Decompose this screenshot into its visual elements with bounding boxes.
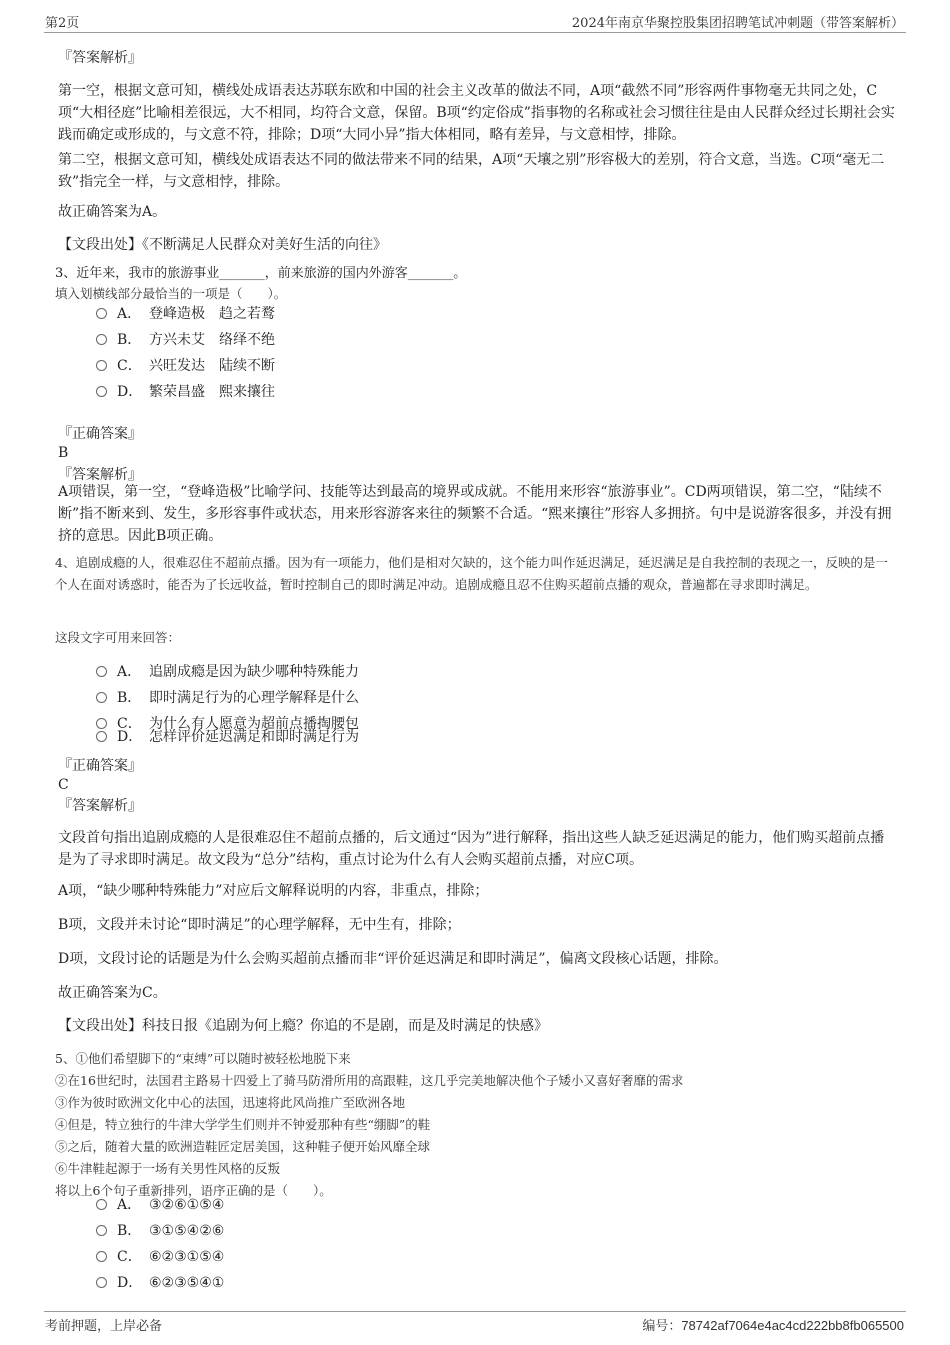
q5-line-3: ③作为彼时欧洲文化中心的法国，迅速将此风尚推广至欧洲各地 (55, 1095, 406, 1110)
q4-analysis-para-1: 文段首句指出追剧成瘾的人是很难忍住不超前点播的，后文通过“因为”进行解释，指出这些人缺乏延迟满足的能力，他们购买超前点播是为了寻求即时满足。故文段为“总分”结构，重点讨论为什么有人会购买超前点播，对应C项。 (58, 830, 885, 868)
option-word-1: 方兴未艾 (149, 332, 205, 348)
q5-line-4: ④但是，特立独行的牛津大学学生们则并不钟爱那种有些“绷脚”的鞋 (55, 1117, 431, 1132)
header-divider (44, 32, 906, 33)
q3-analysis-heading: 『答案解析』 (58, 467, 142, 483)
option-word-2: 络绎不绝 (219, 332, 275, 348)
q3-stem: 3、近年来，我市的旅游事业_______，前来旅游的国内外游客_______。 (55, 266, 467, 281)
footer-slogan: 考前押题，上岸必备 (45, 1319, 163, 1334)
option-word-2: 熙来攘往 (219, 384, 275, 400)
q4-conclusion: 故正确答案为C。 (58, 985, 167, 1001)
q4-answer-heading: 『正确答案』 (58, 758, 142, 774)
option-text: 即时满足行为的心理学解释是什么 (149, 690, 359, 706)
q4-analysis-para-3: B项，文段并未讨论“即时满足”的心理学解释，无中生有，排除； (58, 917, 461, 933)
q2-analysis-para-2: 第二空，根据文意可知，横线处成语表达不同的做法带来不同的结果，A项“天壤之别”形容极大的差别，符合文意，当选。C项“毫无二致”指完全一样，与文意相悖，排除。 (58, 152, 885, 190)
q2-analysis-heading: 『答案解析』 (58, 50, 142, 66)
page-number: 第2页 (45, 16, 80, 31)
q3-answer-heading: 『正确答案』 (58, 426, 142, 442)
option-label: C． (117, 1249, 142, 1265)
q4-option-d[interactable] (96, 726, 359, 748)
q4-analysis-heading: 『答案解析』 (58, 798, 142, 814)
q3-instruction: 填入划横线部分最恰当的一项是（ ）。 (55, 286, 287, 301)
radio-icon[interactable] (96, 1251, 107, 1262)
document-title: 2024年南京华聚控股集团招聘笔试冲刺题（带答案解析） (571, 16, 904, 31)
q4-source: 【文段出处】科技日报《追剧为何上瘾？你追的不是剧，而是及时满足的快感》 (58, 1018, 548, 1034)
q5-option-b[interactable] (96, 1220, 224, 1242)
q5-line-5: ⑤之后，随着大量的欧洲造鞋匠定居美国，这种鞋子便开始风靡全球 (55, 1139, 431, 1154)
option-text: ⑥②③①⑤④ (149, 1249, 225, 1265)
option-text: 为什么有人愿意为超前点播掏腰包 (149, 716, 359, 732)
q3-answer: B (58, 445, 69, 461)
q4-option-a[interactable] (96, 661, 359, 683)
q3-option-b[interactable] (96, 329, 275, 351)
footer-code-value: 78742af7064e4ac4cd222bb8fb065500 (681, 1318, 904, 1333)
radio-icon[interactable] (96, 334, 107, 345)
option-text: ⑥②③⑤④① (149, 1275, 225, 1291)
q2-analysis-para-1: 第一空，根据文意可知，横线处成语表达苏联东欧和中国的社会主义改革的做法不同，A项“截然不同”形容两件事物毫无共同之处，C项“大相径庭”比喻相差很远，大不相同，均符合文意，保留。B项“约定俗成”指事物的名称或社会习惯往往是由人民群众经过长期社会实践而确定或形成的，与文意不符，排除；D项“大同小异”指大体相同，略有差异，与文意相悖，排除。 (58, 83, 895, 143)
q5-instruction: 将以上6个句子重新排列，语序正确的是（ ）。 (55, 1183, 332, 1198)
option-label: C． (117, 358, 142, 374)
option-text: 怎样评价延迟满足和即时满足行为 (149, 729, 359, 745)
q4-stem: 4、追剧成瘾的人，很难忍住不超前点播。因为有一项能力，他们是相对欠缺的，这个能力叫作延迟满足，延迟满足是自我控制的表现之一，反映的是一个人在面对诱惑时，能否为了长远收益，暂时控制自己的即时满足冲动。追剧成瘾且忍不住购买超前点播的观众，普遍都在寻求即时满足。 (55, 555, 888, 592)
q4-analysis-para-2: A项，“缺少哪种特殊能力”对应后文解释说明的内容，非重点，排除； (58, 883, 489, 899)
q5-option-c[interactable] (96, 1246, 224, 1268)
q4-instruction: 这段文字可用来回答： (55, 630, 181, 645)
radio-icon[interactable] (96, 666, 107, 677)
option-text: 追剧成瘾是因为缺少哪种特殊能力 (149, 664, 359, 680)
radio-icon[interactable] (96, 731, 107, 742)
q4-answer: C (58, 777, 69, 793)
option-label: B． (117, 332, 142, 348)
option-word-1: 登峰造极 (149, 306, 205, 322)
option-word-1: 繁荣昌盛 (149, 384, 205, 400)
footer-code (642, 1315, 904, 1334)
q3-option-d[interactable] (96, 381, 275, 403)
q5-option-d[interactable] (96, 1272, 224, 1294)
option-word-2: 趋之若鹜 (219, 306, 275, 322)
q2-conclusion: 故正确答案为A。 (58, 204, 167, 220)
option-text: ③①⑤④②⑥ (149, 1223, 225, 1239)
option-label: C． (117, 716, 142, 732)
option-label: A． (117, 664, 142, 680)
option-label: D． (117, 1275, 143, 1291)
q2-source: 【文段出处】《不断满足人民群众对美好生活的向往》 (58, 237, 387, 253)
q5-line-1: 5、①他们希望脚下的“束缚”可以随时被轻松地脱下来 (55, 1051, 351, 1066)
q5-option-a[interactable] (96, 1194, 224, 1216)
radio-icon[interactable] (96, 1199, 107, 1210)
footer-divider (44, 1311, 906, 1312)
q3-analysis: A项错误，第一空，“登峰造极”比喻学问、技能等达到最高的境界或成就。不能用来形容“旅游事业”。CD两项错误，第二空，“陆续不断”指不断来到、发生，多形容事件或状态，用来形容游客来往的频繁不合适。“熙来攘往”形容人多拥挤。句中是说游客很多，并没有拥挤的意思。因此B项正确。 (58, 484, 892, 544)
q4-analysis-para-4: D项，文段讨论的话题是为什么会购买超前点播而非“评价延迟满足和即时满足”，偏离文段核心话题，排除。 (58, 951, 728, 967)
radio-icon[interactable] (96, 692, 107, 703)
radio-icon[interactable] (96, 308, 107, 319)
q3-option-c[interactable] (96, 355, 275, 377)
q3-option-a[interactable] (96, 303, 275, 325)
footer-code-label: 编号： (642, 1319, 682, 1334)
option-word-1: 兴旺发达 (149, 358, 205, 374)
option-label: D． (117, 729, 143, 745)
option-label: B． (117, 690, 142, 706)
radio-icon[interactable] (96, 360, 107, 371)
option-word-2: 陆续不断 (219, 358, 275, 374)
radio-icon[interactable] (96, 1225, 107, 1236)
option-label: A． (117, 306, 142, 322)
q5-line-6: ⑥牛津鞋起源于一场有关男性风格的反叛 (55, 1161, 281, 1176)
radio-icon[interactable] (96, 1277, 107, 1288)
q5-line-2: ②在16世纪时，法国君主路易十四爱上了骑马防滑所用的高跟鞋，这几乎完美地解决他个子矮小又喜好奢靡的需求 (55, 1073, 684, 1088)
option-label: D． (117, 384, 143, 400)
option-label: A． (117, 1197, 142, 1213)
option-text: ③②⑥①⑤④ (149, 1197, 225, 1213)
radio-icon[interactable] (96, 386, 107, 397)
option-label: B． (117, 1223, 142, 1239)
q4-option-b[interactable] (96, 687, 359, 709)
